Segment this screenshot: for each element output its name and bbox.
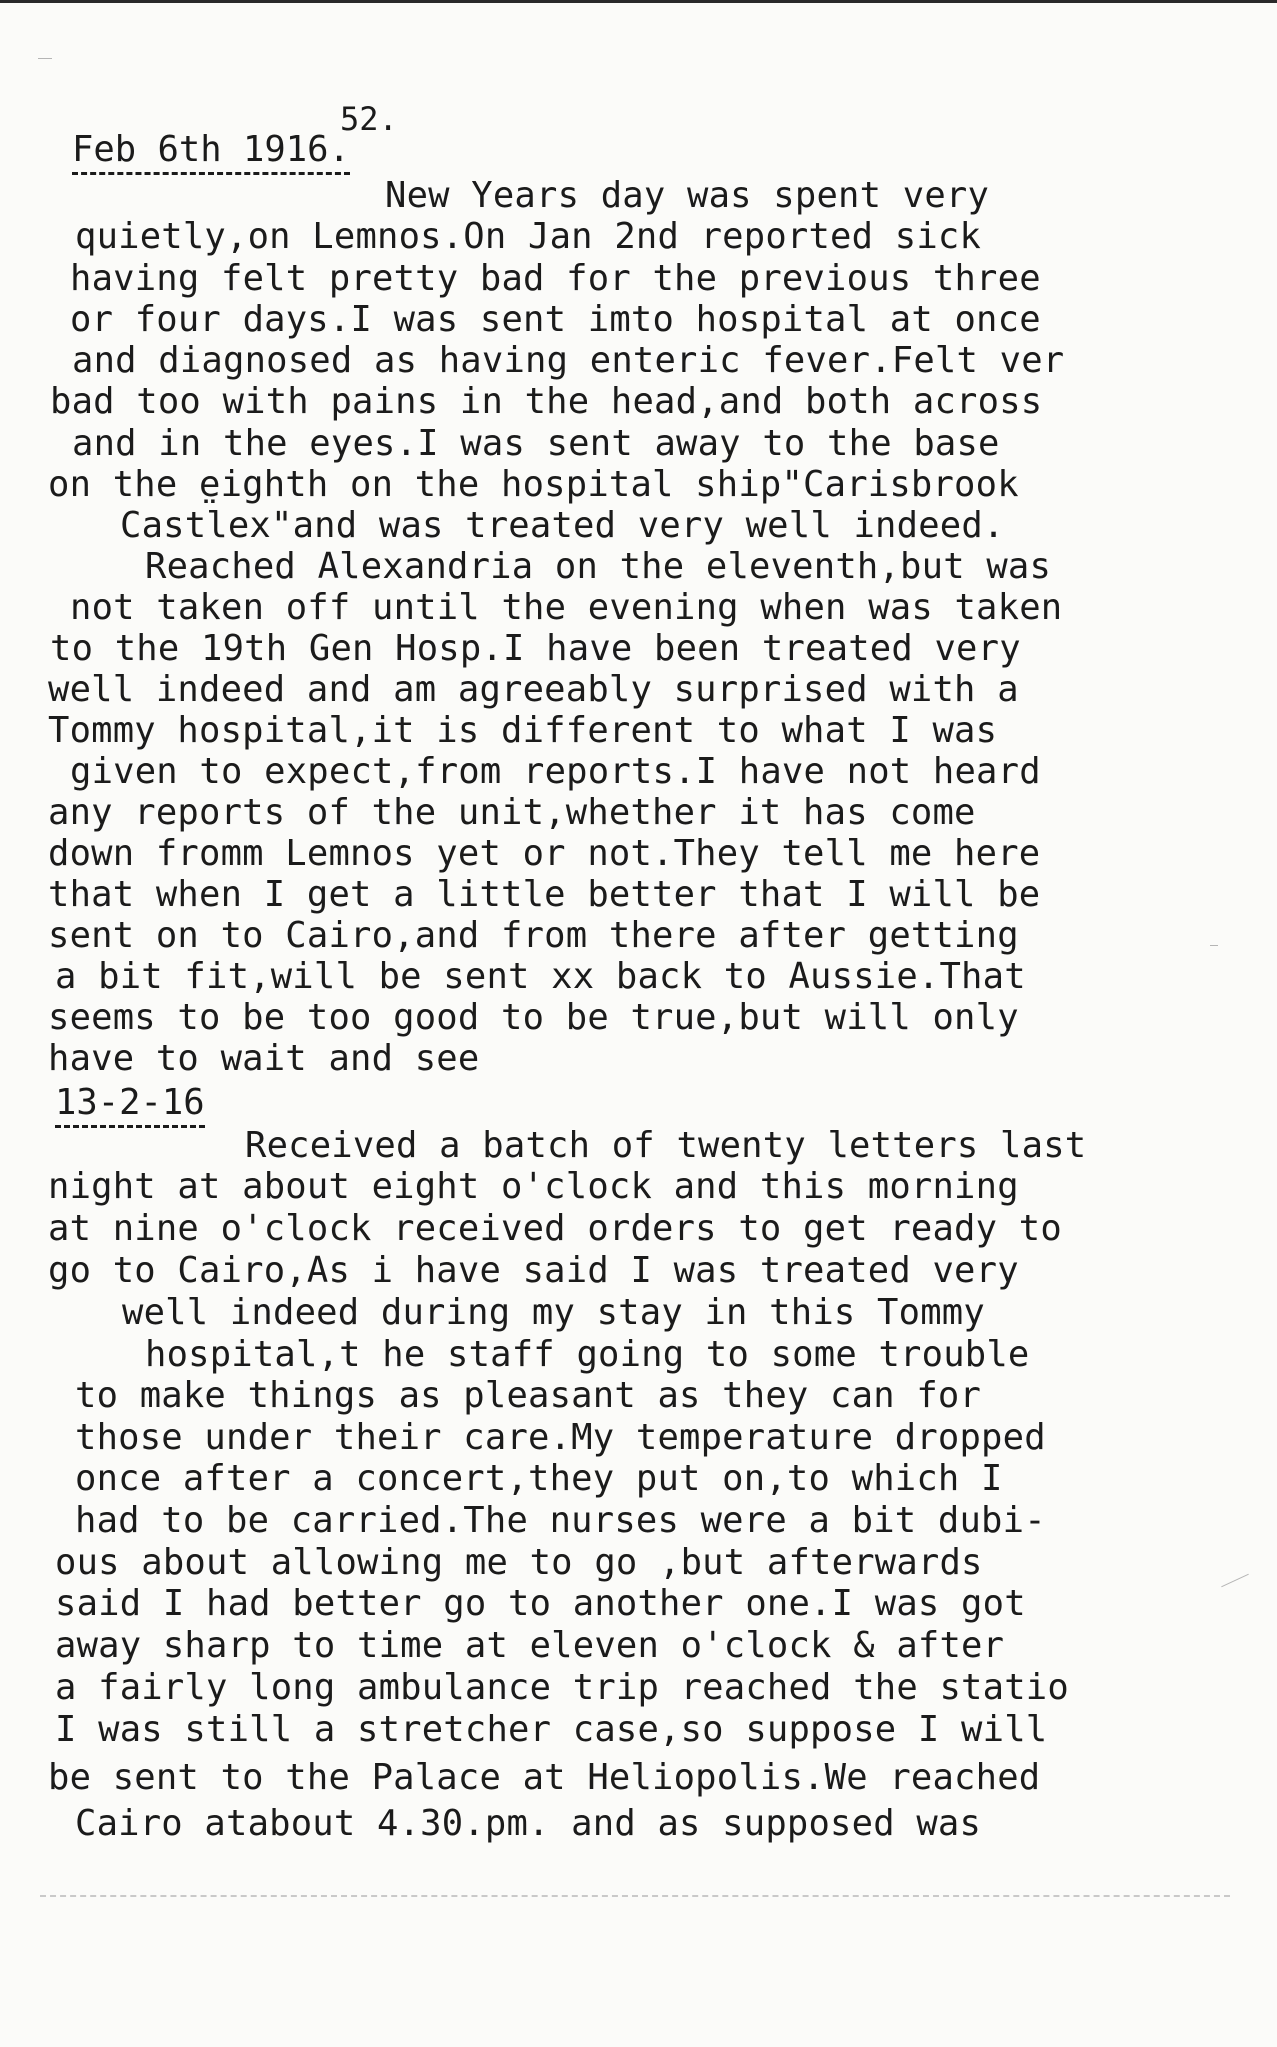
text-line: night at about eight o'clock and this morning — [48, 1166, 1019, 1207]
text-line: on the ̤eighth on the hospital ship"Carisbrook — [48, 464, 1019, 505]
text-line: at nine o'clock received orders to get ready to — [48, 1208, 1062, 1249]
text-line: and diagnosed as having enteric fever.Felt ver — [72, 340, 1065, 381]
text-line: Tommy hospital,it is different to what I was — [48, 710, 998, 751]
text-line: Received a batch of twenty letters last — [245, 1125, 1087, 1166]
text-line: those under their care.My temperature dropped — [75, 1417, 1046, 1458]
scan-speck — [38, 58, 52, 59]
text-line: seems to be too good to be true,but will only — [48, 997, 1019, 1038]
text-line: said I had better go to another one.I was got — [55, 1583, 1026, 1624]
scan-speck — [1221, 1574, 1249, 1588]
text-line: to make things as pleasant as they can for — [75, 1375, 982, 1416]
text-line: away sharp to time at eleven o'clock & after — [55, 1625, 1005, 1666]
text-line: New Years day was spent very — [385, 175, 990, 216]
text-line: go to Cairo,As i have said I was treated very — [48, 1250, 1019, 1291]
text-line: not taken off until the evening when was taken — [70, 587, 1063, 628]
text-line: once after a concert,they put on,to which I — [75, 1458, 1003, 1499]
text-line: a fairly long ambulance trip reached the statio — [55, 1667, 1069, 1708]
text-line: to the 19th Gen Hosp.I have been treated very — [50, 628, 1021, 669]
text-line: that when I get a little better that I will be — [48, 874, 1041, 915]
text-line: well indeed and am agreeably surprised with a — [48, 669, 1019, 710]
entry-date-1: Feb 6th 1916. — [72, 132, 350, 175]
text-line: well indeed during my stay in this Tommy — [122, 1292, 985, 1333]
text-line: I was still a stretcher case,so suppose I will — [55, 1709, 1048, 1750]
text-line: quietly,on Lemnos.On Jan 2nd reported sick — [75, 216, 982, 257]
text-line: having felt pretty bad for the previous three — [70, 258, 1041, 299]
text-line: given to expect,from reports.I have not heard — [70, 751, 1041, 792]
text-line: down fromm Lemnos yet or not.They tell me here — [48, 833, 1041, 874]
text-line: and in the eyes.I was sent away to the base — [72, 423, 1000, 464]
page-bottom-rule — [40, 1895, 1230, 1897]
text-line: have to wait and see — [48, 1038, 480, 1079]
text-line: bad too with pains in the head,and both across — [50, 381, 1043, 422]
text-line: any reports of the unit,whether it has come — [48, 792, 976, 833]
scan-speck — [1210, 945, 1218, 946]
text-line: Reached Alexandria on the eleventh,but was — [145, 546, 1052, 587]
text-line: or four days.I was sent imto hospital at once — [70, 299, 1041, 340]
text-line: had to be carried.The nurses were a bit dubi- — [75, 1500, 1046, 1541]
page-top-edge — [0, 0, 1277, 3]
text-line: Cairo atabout 4.30.pm. and as supposed was — [75, 1803, 982, 1844]
text-line: be sent to the Palace at Heliopolis.We reached — [48, 1757, 1041, 1798]
page-number: 52. — [340, 100, 398, 138]
text-line: a bit fit,will be sent xx back to Aussie.That — [55, 956, 1026, 997]
text-line: ous about allowing me to go ,but afterwards — [55, 1542, 983, 1583]
text-line: sent on to Cairo,and from there after getting — [48, 915, 1019, 956]
entry-date-2: 13-2-16 — [55, 1085, 205, 1128]
text-line: hospital,t he staff going to some trouble — [145, 1334, 1030, 1375]
text-line: Castlex"and was treated very well indeed. — [120, 505, 1005, 546]
